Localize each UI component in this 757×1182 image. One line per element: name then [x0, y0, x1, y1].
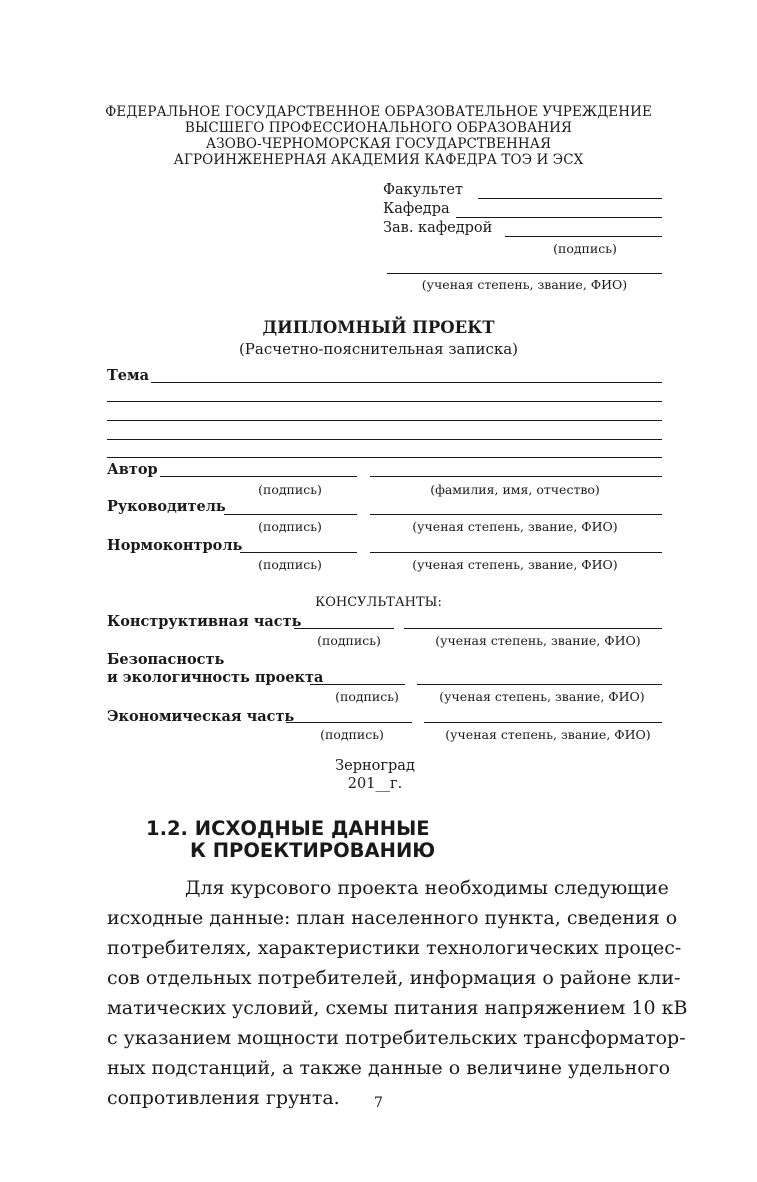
paragraph-line: сов отдельных потребителей, информация о районе кли- [107, 967, 681, 989]
topic-field-line[interactable] [107, 401, 662, 402]
paragraph-line: ных подстанций, а также данные о величине удельного [107, 1057, 671, 1079]
author-signature-hint: (подпись) [258, 482, 322, 497]
page-number: 7 [374, 1095, 383, 1111]
header-line: АГРОИНЖЕНЕРНАЯ АКАДЕМИЯ КАФЕДРА ТОЭ И ЭСХ [173, 152, 584, 168]
normcontrol-degree-hint: (ученая степень, звание, ФИО) [412, 557, 618, 572]
section-title-line2: К ПРОЕКТИРОВАНИЮ [190, 839, 436, 862]
design-part-label: Конструктивная часть [107, 613, 302, 630]
safety-signature-hint: (подпись) [335, 689, 399, 704]
paragraph-line: потребителях, характеристики технологических процес- [107, 937, 682, 959]
normcontrol-signature-hint: (подпись) [258, 557, 322, 572]
head-degree-hint: (ученая степень, звание, ФИО) [421, 277, 628, 292]
institution-header [40, 104, 717, 168]
department-label: Кафедра [383, 201, 450, 217]
header-line: ФЕДЕРАЛЬНОЕ ГОСУДАРСТВЕННОЕ ОБРАЗОВАТЕЛЬНОЕ УЧРЕЖДЕНИЕ [105, 104, 652, 120]
economic-part-label: Экономическая часть [107, 708, 295, 725]
section-title-line1: ИСХОДНЫЕ ДАННЫЕ [194, 817, 430, 840]
topic-field-line[interactable] [107, 420, 662, 421]
design-signature-hint: (подпись) [317, 633, 381, 648]
paragraph-line: матических условий, схемы питания напряжением 10 кВ [107, 997, 688, 1019]
economic-signature-field[interactable] [286, 722, 412, 723]
normcontrol-degree-field[interactable] [370, 552, 662, 553]
supervisor-signature-field[interactable] [224, 514, 357, 515]
paragraph-line: Для курсового проекта необходимы следующие [185, 877, 669, 899]
faculty-label: Факультет [383, 182, 464, 198]
body-paragraph [107, 873, 688, 1113]
document-title: ДИПЛОМНЫЙ ПРОЕКТ [262, 318, 495, 337]
supervisor-degree-field[interactable] [370, 514, 662, 515]
paragraph-line: исходные данные: план населенного пункта, сведения о [107, 907, 678, 929]
topic-field-line[interactable] [107, 457, 662, 458]
author-label: Автор [107, 461, 158, 478]
head-signature-hint: (подпись) [553, 241, 617, 256]
design-degree-field[interactable] [404, 628, 662, 629]
paragraph-line: с указанием мощности потребительских трансформатор- [107, 1027, 686, 1049]
design-degree-hint: (ученая степень, звание, ФИО) [435, 633, 641, 648]
author-name-hint: (фамилия, имя, отчество) [430, 482, 600, 497]
section-heading [146, 818, 435, 862]
safety-degree-field[interactable] [417, 684, 662, 685]
economic-signature-hint: (подпись) [320, 727, 384, 742]
department-field[interactable] [456, 217, 662, 218]
year: 201__г. [347, 776, 403, 792]
faculty-field[interactable] [478, 198, 662, 199]
head-label: Зав. кафедрой [383, 220, 493, 236]
safety-signature-field[interactable] [310, 684, 405, 685]
safety-label-line2: и экологичность проекта [107, 669, 324, 686]
economic-degree-hint: (ученая степень, звание, ФИО) [445, 727, 651, 742]
supervisor-degree-hint: (ученая степень, звание, ФИО) [412, 519, 618, 534]
topic-field-line[interactable] [107, 439, 662, 440]
safety-degree-hint: (ученая степень, звание, ФИО) [439, 689, 645, 704]
city: Зерноград [335, 758, 415, 774]
normcontrol-signature-field[interactable] [240, 552, 357, 553]
safety-label-line1: Безопасность [107, 651, 225, 668]
section-number: 1.2. [146, 817, 188, 840]
topic-label: Тема [107, 367, 150, 384]
author-signature-field[interactable] [160, 476, 357, 477]
supervisor-label: Руководитель [107, 498, 226, 515]
consultants-heading: КОНСУЛЬТАНТЫ: [315, 595, 442, 610]
header-line: ВЫСШЕГО ПРОФЕССИОНАЛЬНОГО ОБРАЗОВАНИЯ [184, 120, 573, 136]
normcontrol-label: Нормоконтроль [107, 537, 243, 554]
design-signature-field[interactable] [294, 628, 394, 629]
head-degree-field[interactable] [387, 273, 662, 274]
document-subtitle: (Расчетно-пояснительная записка) [238, 340, 519, 358]
head-field[interactable] [505, 236, 662, 237]
supervisor-signature-hint: (подпись) [258, 519, 322, 534]
economic-degree-field[interactable] [424, 722, 662, 723]
header-line: АЗОВО-ЧЕРНОМОРСКАЯ ГОСУДАРСТВЕННАЯ [205, 136, 552, 152]
topic-field[interactable] [151, 382, 662, 383]
author-name-field[interactable] [370, 476, 662, 477]
paragraph-line: сопротивления грунта. [107, 1087, 340, 1109]
